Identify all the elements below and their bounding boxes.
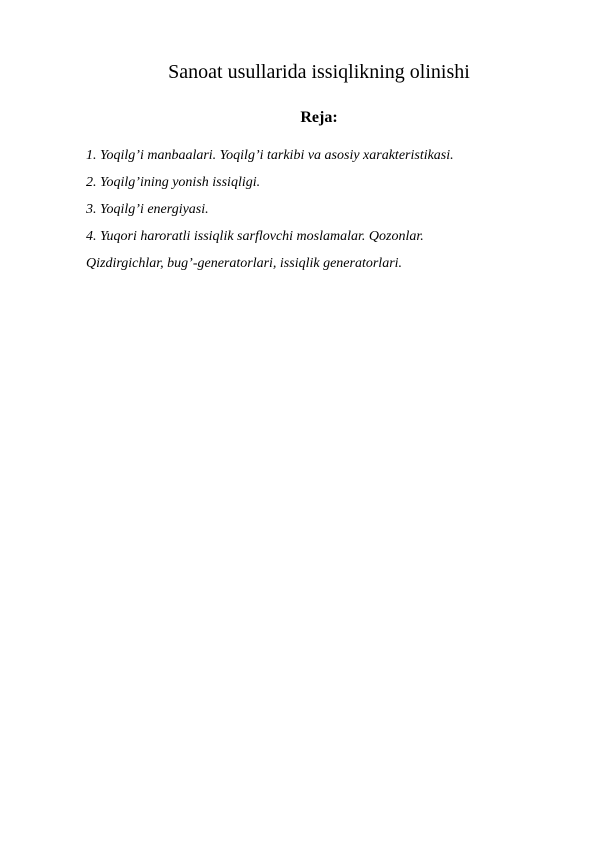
plan-item: 3. Yoqilg’i energiyasi. (86, 202, 209, 217)
plan-heading: Reja: (300, 109, 338, 126)
plan-item: 4. Yuqori haroratli issiqlik sarflovchi moslamalar. Qozonlar. (86, 229, 424, 244)
plan-item-continuation: Qizdirgichlar, bug’-generatorlari, issiqlik generatorlari. (86, 256, 403, 271)
plan-list (86, 147, 566, 282)
plan-item: 2. Yoqilg’ining yonish issiqligi. (86, 175, 261, 190)
plan-item: 1. Yoqilg’i manbaalari. Yoqilg’i tarkibi va asosiy xarakteristikasi. (86, 148, 454, 163)
document-title: Sanoat usullarida issiqlikning olinishi (168, 61, 470, 83)
